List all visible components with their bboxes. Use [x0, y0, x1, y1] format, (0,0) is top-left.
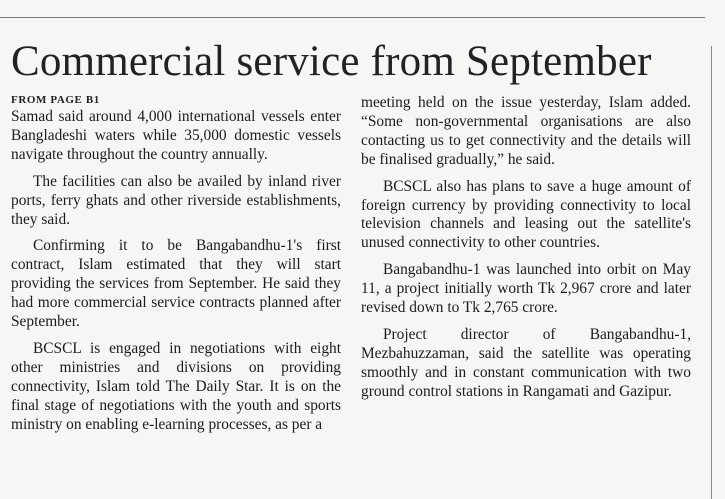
article-column-left	[11, 94, 341, 435]
paragraph-3: Confirming it to be Bangabandhu-1's first contract, Islam estimated that they will start providing the services from September. He said they had more commercial service contracts planned after September.	[11, 237, 341, 331]
paragraph-7: Bangabandhu-1 was launched into orbit on May 11, a project initially worth Tk 2,967 crore and later revised down to Tk 2,765 crore.	[361, 261, 691, 317]
article-headline: Commercial service from September	[11, 38, 652, 85]
paragraph-8: Project director of Bangabandhu-1, Mezbahuzzaman, said the satellite was operating smoothly and in constant communication with two ground control stations in Rangamati and Gazipur.	[361, 325, 691, 400]
paragraph-2: The facilities can also be availed by inland river ports, ferry ghats and other riverside establishments, they said.	[11, 172, 341, 228]
article-column-right	[361, 94, 691, 402]
paragraph-5: meeting held on the issue yesterday, Islam added. “Some non-governmental organisations are also contacting us to get connectivity and the details will be finalised gradually,” he said.	[361, 94, 691, 168]
right-column-rule	[711, 46, 712, 499]
paragraph-4: BCSCL is engaged in negotiations with eight other ministries and divisions on providing connectivity, Islam told The Daily Star. It is on the final stage of negotiations with the youth and sports ministry on enabling e-learning processes, as per a	[11, 339, 341, 433]
jump-kicker: FROM PAGE B1	[11, 94, 100, 106]
paragraph-1: Samad said around 4,000 international vessels enter Bangladeshi waters while 35,000 domestic vessels navigate throughout the country annually.	[11, 108, 341, 163]
top-divider-rule	[0, 17, 705, 18]
paragraph-6: BCSCL also has plans to save a huge amount of foreign currency by providing connectivity to local television channels and leasing out the satellite's unused connectivity to other countries.	[361, 177, 691, 252]
